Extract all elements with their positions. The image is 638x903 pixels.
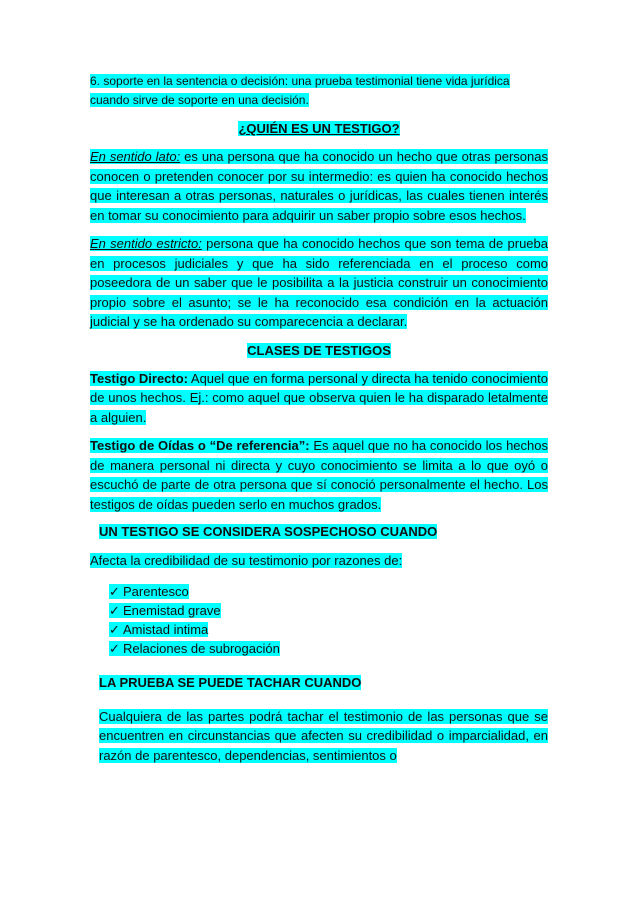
challenge-paragraph xyxy=(90,707,548,766)
witness-title: ¿QUIÉN ES UN TESTIGO? xyxy=(238,121,400,136)
strict-text: persona que ha conocido hechos que son tema de prueba en procesos judiciales y que ha sido referenciada en el proceso como poseedora de un saber que le posibilita a la justicia construir un conocimiento propio sobre el asunto; se le ha reconocido esa condición en la actuación judicial y se ha ordenado su comparecencia a declarar. xyxy=(90,236,548,329)
challenge-heading xyxy=(90,673,548,693)
broad-definition xyxy=(90,147,548,225)
list-item: ✓ Enemistad grave xyxy=(109,602,221,618)
direct-label: Testigo Directo: xyxy=(90,370,188,386)
strict-definition xyxy=(90,234,548,332)
direct-witness-paragraph xyxy=(90,369,548,428)
hearsay-witness-paragraph xyxy=(90,436,548,514)
classes-heading xyxy=(90,341,548,361)
checkmark-icon: ✓ xyxy=(109,583,120,599)
list-item: ✓ Relaciones de subrogación xyxy=(109,640,280,656)
suspect-heading xyxy=(90,522,548,542)
broad-label: En sentido lato: xyxy=(90,149,181,164)
suspect-reasons-list xyxy=(90,582,548,658)
direct-text: Aquel que en forma personal y directa ha tenido conocimiento de unos hechos. Ej.: como aquel que observa quien le ha disparado letalmente a alguien. xyxy=(90,370,548,425)
checkmark-icon: ✓ xyxy=(109,640,120,656)
checkmark-icon: ✓ xyxy=(109,621,120,637)
intro-paragraph xyxy=(90,72,548,110)
suspect-title: UN TESTIGO SE CONSIDERA SOSPECHOSO CUANDO xyxy=(99,524,438,539)
hearsay-label: Testigo de Oídas o “De referencia”: xyxy=(90,438,310,453)
list-item: ✓ Parentesco xyxy=(109,583,189,599)
classes-title: CLASES DE TESTIGOS xyxy=(247,342,391,358)
suspect-lead xyxy=(90,551,548,571)
challenge-text: Cualquiera de las partes podrá tachar el testimonio de las personas que se encuentren en circunstancias que afecten su credibilidad o imparcialidad, en razón de parentesco, dependencias, sentimientos o xyxy=(99,708,548,763)
intro-text: 6. soporte en la sentencia o decisión: una prueba testimonial tiene vida jurídica cuando sirve de soporte en una decisión. xyxy=(90,74,510,107)
challenge-title: LA PRUEBA SE PUEDE TACHAR CUANDO xyxy=(99,674,362,690)
checkmark-icon: ✓ xyxy=(109,602,120,618)
hearsay-text: Es aquel que no ha conocido los hechos de manera personal ni directa y cuyo conocimiento se limita a lo que oyó o escuchó de parte de otra persona que sí conoció personalmente el hecho. Los testigos de oídas pueden serlo en muchos grados. xyxy=(90,438,548,512)
list-item: ✓ Amistad intima xyxy=(109,621,209,637)
witness-heading xyxy=(90,119,548,139)
broad-text: es una persona que ha conocido un hecho que otras personas conocen o pretenden conocer por su intermedio: es quien ha conocido hechos que interesan a otras personas, naturales o jurídicas, las cuales tienen interés en tomar su conocimiento para adquirir un saber propio sobre esos hechos. xyxy=(90,149,548,223)
document-page xyxy=(90,72,548,765)
suspect-lead-text: Afecta la credibilidad de su testimonio por razones de: xyxy=(90,553,403,568)
strict-label: En sentido estricto: xyxy=(90,236,202,251)
